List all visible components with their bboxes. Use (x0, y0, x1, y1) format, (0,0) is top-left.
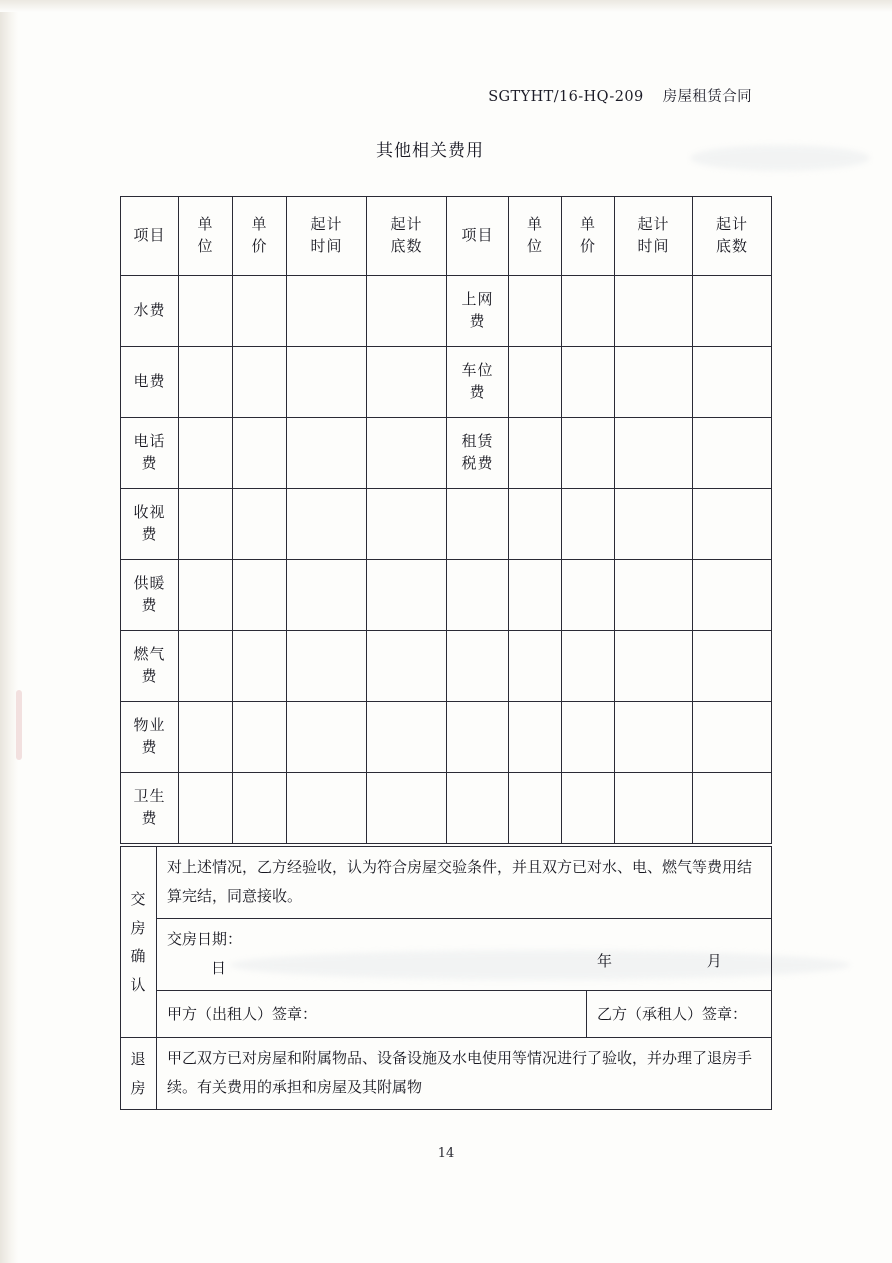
cell-startbase-right[interactable] (693, 489, 772, 560)
cell-startbase-right[interactable] (693, 276, 772, 347)
row-item-left (121, 631, 179, 702)
table-row (121, 276, 772, 347)
col-header-text: 价 (251, 237, 268, 255)
cell-starttime-right[interactable] (615, 560, 693, 631)
handover-date-month: 月 (706, 952, 723, 970)
cell-startbase-left[interactable] (367, 560, 447, 631)
checkout-label-char: 退 (130, 1050, 147, 1068)
table-row (121, 418, 772, 489)
col-header-text: 底数 (390, 237, 423, 255)
cell-starttime-right[interactable] (615, 347, 693, 418)
row-item-left (121, 276, 179, 347)
cell-starttime-right[interactable] (615, 773, 693, 844)
row-item-label: 车位 (461, 361, 494, 380)
cell-item-right[interactable] (447, 560, 509, 631)
section-title: 其他相关费用 (376, 141, 484, 161)
col-header-text: 底数 (715, 237, 748, 255)
col-header-text: 单 (197, 215, 214, 234)
cell-price-left[interactable] (233, 773, 287, 844)
cell-unit-left[interactable] (179, 773, 233, 844)
cell-price-right[interactable] (562, 489, 615, 560)
table-row (121, 489, 772, 560)
cell-unit-right[interactable] (509, 489, 562, 560)
cell-starttime-right[interactable] (615, 702, 693, 773)
row-item-label: 电费 (133, 372, 166, 391)
fees-table-wrap (120, 196, 771, 844)
cell-startbase-right[interactable] (693, 773, 772, 844)
cell-price-right[interactable] (562, 631, 615, 702)
row-item-left (121, 560, 179, 631)
row-item-left (121, 489, 179, 560)
cell-starttime-left[interactable] (287, 276, 367, 347)
row-item-label: 费 (141, 667, 158, 685)
scan-edge-top (0, 0, 892, 12)
col-header-price-left (233, 197, 287, 276)
cell-starttime-right[interactable] (615, 276, 693, 347)
cell-starttime-right[interactable] (615, 631, 693, 702)
cell-starttime-left[interactable] (287, 773, 367, 844)
row-item-left (121, 773, 179, 844)
cell-startbase-left[interactable] (367, 418, 447, 489)
table-row (121, 773, 772, 844)
cell-starttime-left[interactable] (287, 560, 367, 631)
handover-label-char: 交 (130, 890, 147, 908)
party-a-signature[interactable]: 甲方（出租人）签章： (157, 991, 587, 1038)
row-item-label: 费 (469, 312, 486, 330)
row-item-label: 费 (141, 809, 158, 827)
cell-price-right[interactable] (562, 560, 615, 631)
cell-price-right[interactable] (562, 276, 615, 347)
cell-unit-right[interactable] (509, 276, 562, 347)
checkout-label-char: 房 (130, 1078, 147, 1097)
col-header-text: 项目 (461, 226, 494, 245)
col-header-price-right (562, 197, 615, 276)
col-header-text: 起计 (310, 215, 343, 234)
cell-startbase-right[interactable] (693, 418, 772, 489)
col-header-text: 单 (251, 215, 268, 234)
cell-startbase-right[interactable] (693, 702, 772, 773)
row-item-left (121, 418, 179, 489)
cell-price-left[interactable] (233, 702, 287, 773)
handover-date-label: 交房日期： (167, 930, 243, 948)
scan-smudge (690, 145, 870, 171)
cell-unit-left[interactable] (179, 276, 233, 347)
checkout-statement: 甲乙双方已对房屋和附属物品、设备设施及水电使用等情况进行了验收，并办理了退房手续。有关费用的承担和房屋及其附属物 (157, 1038, 772, 1110)
col-header-text: 起计 (390, 215, 423, 234)
signature-row (121, 991, 772, 1038)
row-item-label: 物业 (133, 716, 166, 735)
cell-startbase-left[interactable] (367, 702, 447, 773)
row-item-label: 费 (141, 738, 158, 756)
cell-price-right[interactable] (562, 773, 615, 844)
cell-startbase-left[interactable] (367, 631, 447, 702)
row-item-right (447, 276, 509, 347)
col-header-starttime-left (287, 197, 367, 276)
cell-starttime-left[interactable] (287, 418, 367, 489)
cell-unit-left[interactable] (179, 347, 233, 418)
row-item-label: 费 (141, 525, 158, 543)
cell-starttime-left[interactable] (287, 702, 367, 773)
col-header-text: 位 (526, 237, 543, 255)
cell-price-left[interactable] (233, 347, 287, 418)
cell-startbase-left[interactable] (367, 276, 447, 347)
cell-unit-left[interactable] (179, 702, 233, 773)
row-item-label: 上网 (461, 290, 494, 309)
cell-unit-left[interactable] (179, 418, 233, 489)
cell-price-right[interactable] (562, 347, 615, 418)
col-header-starttime-right (615, 197, 693, 276)
cell-unit-right[interactable] (509, 347, 562, 418)
cell-unit-right[interactable] (509, 773, 562, 844)
table-row (121, 560, 772, 631)
cell-startbase-right[interactable] (693, 631, 772, 702)
col-header-startbase-right (693, 197, 772, 276)
cell-startbase-right[interactable] (693, 347, 772, 418)
row-item-left (121, 347, 179, 418)
row-item-label: 燃气 (133, 645, 166, 664)
col-header-item-left (121, 197, 179, 276)
table-row (121, 631, 772, 702)
table-row (121, 702, 772, 773)
cell-price-right[interactable] (562, 418, 615, 489)
handover-vertical-label (121, 847, 157, 1038)
row-item-label: 租赁 (461, 432, 494, 451)
fees-table (120, 196, 772, 844)
row-item-label: 费 (141, 596, 158, 614)
cell-startbase-right[interactable] (693, 560, 772, 631)
col-header-text: 起计 (637, 215, 670, 234)
col-header-text: 单 (526, 215, 543, 234)
handover-date-day: 日 (211, 958, 227, 977)
cell-price-left[interactable] (233, 276, 287, 347)
col-header-text: 时间 (310, 237, 343, 255)
col-header-startbase-left (367, 197, 447, 276)
cell-starttime-right[interactable] (615, 418, 693, 489)
col-header-text: 起计 (715, 215, 748, 234)
row-item-label: 收视 (133, 503, 166, 522)
cell-starttime-right[interactable] (615, 489, 693, 560)
cell-item-right[interactable] (447, 631, 509, 702)
row-item-right (447, 347, 509, 418)
cell-unit-right[interactable] (509, 702, 562, 773)
row-item-label: 供暖 (133, 574, 166, 593)
row-item-label: 税费 (461, 454, 494, 472)
col-header-unit-left (179, 197, 233, 276)
cell-startbase-left[interactable] (367, 489, 447, 560)
handover-block-wrap (120, 846, 771, 1110)
row-item-right (447, 418, 509, 489)
cell-unit-right[interactable] (509, 418, 562, 489)
row-item-label: 费 (469, 383, 486, 401)
checkout-row (121, 1038, 772, 1110)
handover-label-char: 房 (130, 918, 147, 937)
cell-starttime-left[interactable] (287, 489, 367, 560)
cell-price-left[interactable] (233, 489, 287, 560)
handover-date-year: 年 (597, 952, 614, 970)
handover-confirm-row (121, 847, 772, 919)
cell-starttime-left[interactable] (287, 631, 367, 702)
document-title: 房屋租赁合同 (662, 89, 752, 105)
row-item-label: 费 (141, 454, 158, 472)
handover-label-char: 认 (130, 975, 147, 994)
handover-date-row (121, 919, 772, 991)
page-number: 14 (437, 1146, 455, 1161)
cell-item-right[interactable] (447, 702, 509, 773)
cell-unit-right[interactable] (509, 631, 562, 702)
row-item-label: 电话 (133, 432, 166, 451)
col-header-text: 项目 (133, 226, 166, 245)
handover-date-ym (597, 947, 723, 976)
col-header-unit-right (509, 197, 562, 276)
cell-unit-left[interactable] (179, 631, 233, 702)
page-header (488, 85, 752, 106)
cell-item-right[interactable] (447, 489, 509, 560)
scan-artifact (16, 690, 22, 760)
row-item-left (121, 702, 179, 773)
checkout-vertical-label (121, 1038, 157, 1110)
scan-edge-left (0, 0, 18, 1263)
col-header-text: 价 (579, 237, 596, 255)
handover-table (120, 846, 772, 1110)
col-header-item-right (447, 197, 509, 276)
table-header-row (121, 197, 772, 276)
cell-unit-left[interactable] (179, 560, 233, 631)
cell-unit-left[interactable] (179, 489, 233, 560)
cell-price-left[interactable] (233, 418, 287, 489)
cell-startbase-left[interactable] (367, 347, 447, 418)
row-item-label: 卫生 (133, 787, 166, 806)
handover-label-char: 确 (130, 947, 147, 965)
cell-starttime-left[interactable] (287, 347, 367, 418)
cell-price-left[interactable] (233, 631, 287, 702)
col-header-text: 位 (197, 237, 214, 255)
cell-startbase-left[interactable] (367, 773, 447, 844)
col-header-text: 时间 (637, 237, 670, 255)
cell-price-right[interactable] (562, 702, 615, 773)
document-code: SGTYHT/16-HQ-209 (488, 89, 644, 105)
col-header-text: 单 (579, 215, 596, 234)
cell-unit-right[interactable] (509, 560, 562, 631)
handover-statement: 对上述情况，乙方经验收，认为符合房屋交验条件，并且双方已对水、电、燃气等费用结算完结，同意接收。 (157, 847, 772, 919)
cell-price-left[interactable] (233, 560, 287, 631)
row-item-label: 水费 (133, 301, 166, 320)
table-row (121, 347, 772, 418)
party-b-signature[interactable]: 乙方（承租人）签章： (587, 991, 772, 1038)
cell-item-right[interactable] (447, 773, 509, 844)
handover-date-cell[interactable] (157, 919, 772, 991)
